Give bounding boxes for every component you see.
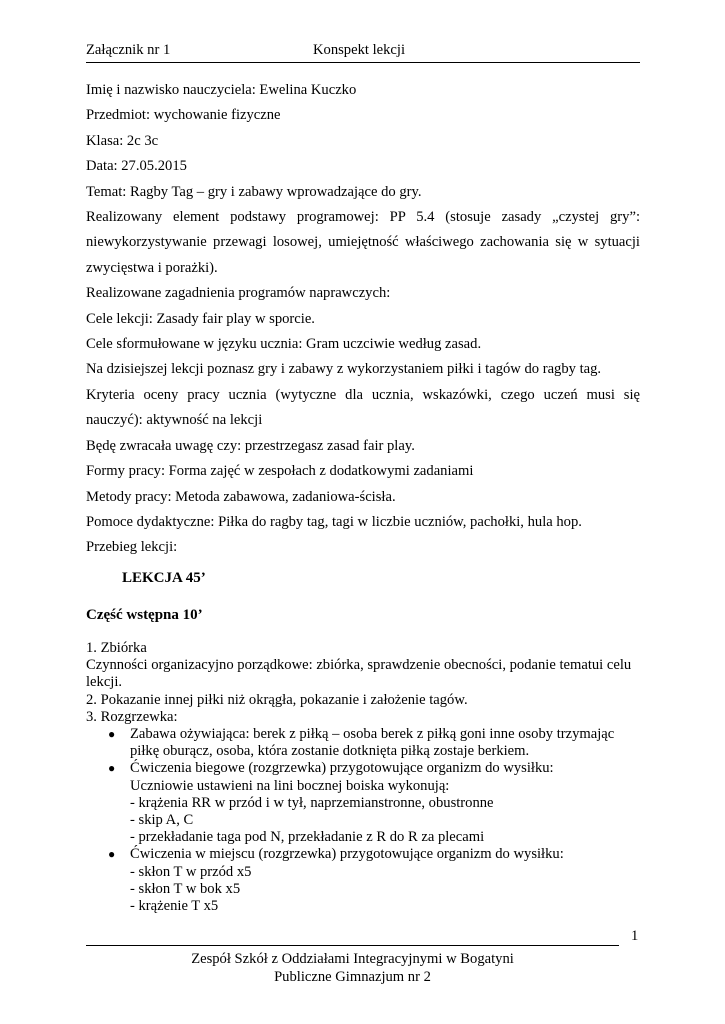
list-item <box>86 760 646 777</box>
page-header <box>86 42 640 63</box>
student-goals: Cele sformułowane w języku ucznia: Gram uczciwie według zasad. <box>86 336 482 353</box>
bullet-3-line-3: - skłon T w bok x5 <box>130 880 241 897</box>
step-1: 1. Zbiórka <box>86 640 147 656</box>
topic: Temat: Ragby Tag – gry i zabawy wprowadzające do gry. <box>86 183 422 200</box>
work-methods: Metody pracy: Metoda zabawowa, zadaniowa-ścisła. <box>86 488 396 505</box>
header-attachment-label: Załącznik nr 1 <box>86 42 171 58</box>
page-number: 1 <box>631 928 639 944</box>
teaching-aids: Pomoce dydaktyczne: Piłka do ragby tag, tagi w liczbie uczniów, pachołki, hula hop. <box>86 513 582 530</box>
assessment-criteria: Kryteria oceny pracy ucznia (wytyczne dla ucznia, wskazówki, czego uczeń musi się nauczyć): aktywność na lekcji <box>86 386 640 429</box>
bullet-2-line-5: - przekładanie taga pod N, przekładanie z R do R za plecami <box>130 829 485 846</box>
class: Klasa: 2c 3c <box>86 132 159 149</box>
bullet-2-line-1: Ćwiczenia biegowe (rozgrzewka) przygotowujące organizm do wysiłku: <box>130 760 554 777</box>
bullet-2-line-2: Uczniowie ustawieni na lini bocznej boiska wykonują: <box>130 777 450 794</box>
attention-note: Będę zwracała uwagę czy: przestrzegasz zasad fair play. <box>86 437 415 454</box>
lesson-goals: Cele lekcji: Zasady fair play w sporcie. <box>86 310 315 327</box>
date: Data: 27.05.2015 <box>86 158 187 175</box>
header-title: Konspekt lekcji <box>313 42 406 58</box>
lesson-heading: LEKCJA 45’ <box>122 570 206 586</box>
bullet-2-line-4: - skip A, C <box>130 812 194 829</box>
section-heading: Część wstępna 10’ <box>86 607 203 623</box>
page-footer <box>86 945 619 986</box>
subject: Przedmiot: wychowanie fizyczne <box>86 107 281 124</box>
list-item <box>86 846 646 863</box>
steps-list <box>86 640 646 915</box>
list-item <box>86 726 646 743</box>
bullet-3-line-4: - krążenie T x5 <box>130 898 219 915</box>
remedial-programs: Realizowane zagadnienia programów naprawczych: <box>86 285 391 302</box>
document-body <box>86 78 640 561</box>
bullet-icon: ● <box>108 847 116 862</box>
curriculum-element: Realizowany element podstawy programowej: PP 5.4 (stosuje zasady „czystej gry”: niewykorzystywanie przewagi losowej, umiejętność właściwego zachowania się w sytuacji zwycięstwa i porażki). <box>86 209 640 276</box>
step-3: 3. Rozgrzewka: <box>86 708 178 725</box>
bullet-icon: ● <box>108 761 116 776</box>
work-forms: Formy pracy: Forma zajęć w zespołach z dodatkowymi zadaniami <box>86 463 474 480</box>
lesson-course-label: Przebieg lekcji: <box>86 539 178 556</box>
footer-school-name: Zespół Szkół z Oddziałami Integracyjnymi w Bogatyni <box>191 951 514 967</box>
bullet-3-line-1: Ćwiczenia w miejscu (rozgrzewka) przygotowujące organizm do wysiłku: <box>130 846 564 863</box>
teacher-name: Imię i nazwisko nauczyciela: Ewelina Kuczko <box>86 82 357 98</box>
bullet-2-line-3: - krążenia RR w przód i w tył, naprzemianstronne, obustronne <box>130 794 494 811</box>
bullet-icon: ● <box>108 727 116 742</box>
bullet-1-line-2: piłkę oburącz, osoba, która zostanie dotknięta piłką zostaje berkiem. <box>130 743 530 760</box>
step-1-text: Czynności organizacyjno porządkowe: zbiórka, sprawdzenie obecności, podanie tematui celu lekcji. <box>86 657 632 691</box>
lesson-intro: Na dzisiejszej lekcji poznasz gry i zabawy z wykorzystaniem piłki i tagów do ragby tag. <box>86 361 602 378</box>
footer-school-subtitle: Publiczne Gimnazjum nr 2 <box>274 969 431 985</box>
step-2: 2. Pokazanie innej piłki niż okrągła, pokazanie i założenie tagów. <box>86 691 468 708</box>
bullet-3-line-2: - skłon T w przód x5 <box>130 863 252 880</box>
bullet-1-line-1: Zabawa ożywiająca: berek z piłką – osoba berek z piłką goni inne osoby trzymając <box>130 726 615 743</box>
